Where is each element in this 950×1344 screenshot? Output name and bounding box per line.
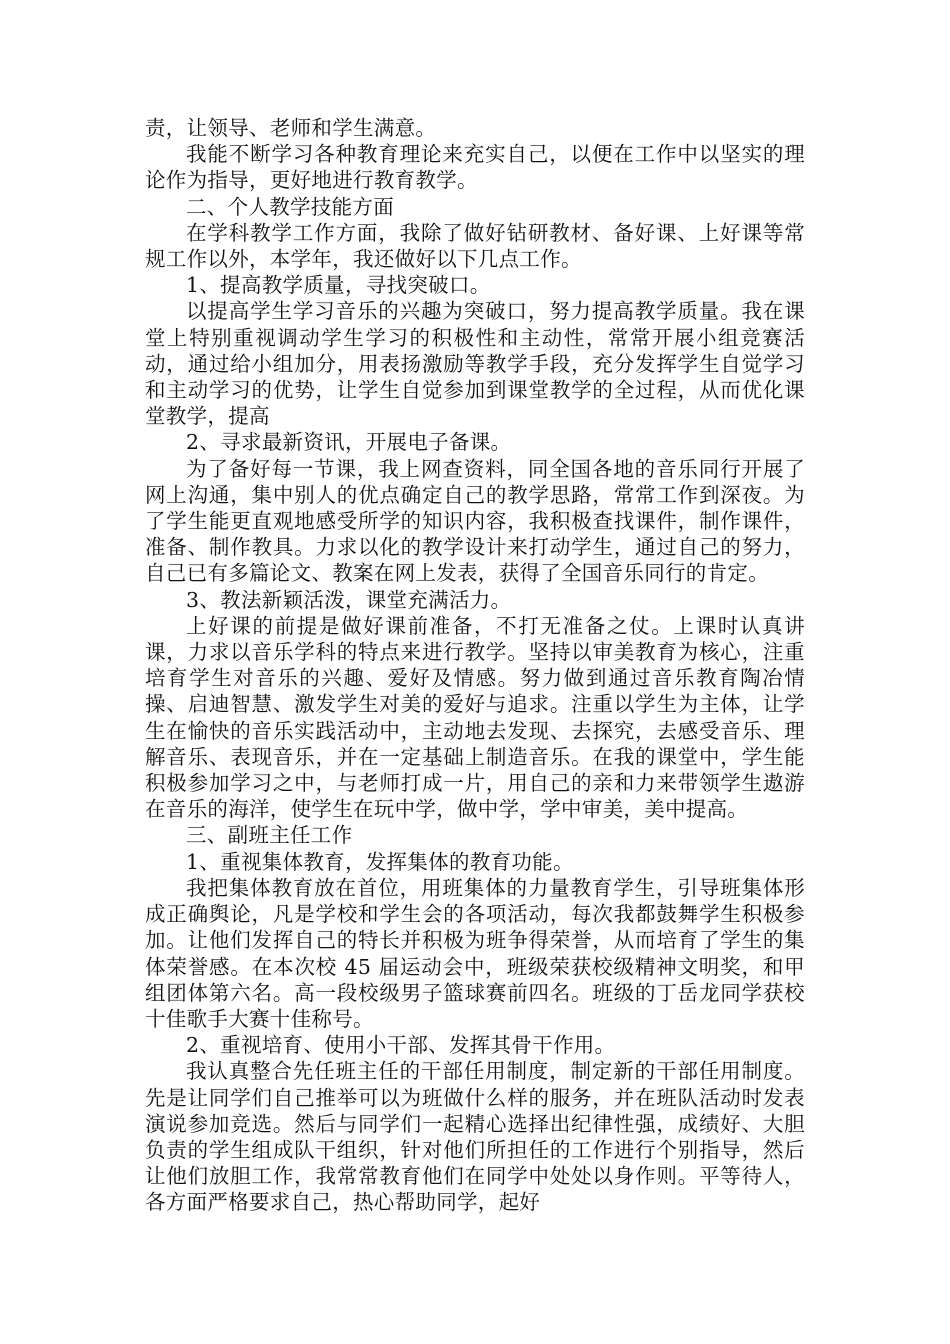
section-heading-teaching-skills: 二、个人教学技能方面	[186, 194, 394, 219]
paragraph-theory-study: 我能不断学习各种教育理论来充实自己，以便在工作中以坚实的理论作为指导，更好地进行教育教学。	[145, 142, 805, 193]
subheading-teaching-quality: 1、提高教学质量，寻找突破口。	[186, 273, 491, 298]
document-body	[145, 115, 805, 1216]
paragraph-subject-teaching: 在学科教学工作方面，我除了做好钻研教材、备好课、上好课等常规工作以外，本学年，我还做好以下几点工作。	[145, 220, 805, 272]
paragraph-student-cadres: 我认真整合先任班主任的干部任用制度，制定新的干部任用制度。先是让同学们自己推举可以为班做什么样的服务，并在班队活动时发表演说参加竞选。然后与同学们一起精心选择出纪律性强，成绩好、大胆负责的学生组成队干组织，针对他们所担任的工作进行个别指导，然后让他们放胆工作，我常常教育他们在同学中处处以身作则。平等待人，各方面严格要求自己，热心帮助同学，起好	[145, 1059, 805, 1215]
subheading-student-cadres: 2、重视培育、使用小干部、发挥其骨干作用。	[186, 1033, 616, 1058]
paragraph-teaching-methods: 上好课的前提是做好课前准备，不打无准备之仗。上课时认真讲课，力求以音乐学科的特点来进行教学。坚持以审美教育为核心，注重培育学生对音乐的兴趣、爱好及情感。努力做到通过音乐教育陶冶情操、启迪智慧、激发学生对美的爱好与追求。注重以学生为主体，让学生在愉快的音乐实践活动中，主动地去发现、去探究，去感受音乐、理解音乐、表现音乐，并在一定基础上制造音乐。在我的课堂中，学生能积极参加学习之中，与老师打成一片，用自己的亲和力来带领学生遨游在音乐的海洋，使学生在玩中学，做中学，学中审美，美中提高。	[145, 613, 805, 822]
paragraph-electronic-lessons: 为了备好每一节课，我上网查资料，同全国各地的音乐同行开展了网上沟通，集中别人的优点确定自己的教学思路，常常工作到深夜。为了学生能更直观地感受所学的知识内容，我积极查找课件，制作课件，准备、制作教具。力求以化的教学设计来打动学生，通过自己的努力，自己已有多篇论文、教案在网上发表，获得了全国音乐同行的肯定。	[145, 456, 805, 586]
paragraph-teaching-quality: 以提高学生学习音乐的兴趣为突破口，努力提高教学质量。我在课堂上特别重视调动学生学习的积极性和主动性，常常开展小组竞赛活动，通过给小组加分，用表扬激励等教学手段，充分发挥学生自觉学习和主动学习的优势，让学生自觉参加到课堂教学的全过程，从而优化课堂教学，提高	[145, 299, 805, 429]
subheading-electronic-lessons: 2、寻求最新资讯，开展电子备课。	[186, 430, 512, 455]
subheading-collective-education: 1、重视集体教育，发挥集体的教育功能。	[186, 849, 574, 874]
paragraph-collective-education: 我把集体教育放在首位，用班集体的力量教育学生，引导班集体形成正确舆论，凡是学校和学生会的各项活动，每次我都鼓舞学生积极参加。让他们发挥自己的特长并积极为班争得荣誉，从而培育了学生的集体荣誉感。在本次校 45 届运动会中，班级荣获校级精神文明奖，和甲组团体第六名。高一段校级男子篮球赛前四名。班级的丁岳龙同学获校十佳歌手大赛十佳称号。	[145, 875, 805, 1031]
subheading-teaching-methods: 3、教法新颖活泼，课堂充满活力。	[186, 587, 512, 612]
paragraph-responsibility: 责，让领导、老师和学生满意。	[145, 116, 437, 140]
section-heading-class-work: 三、副班主任工作	[186, 823, 353, 848]
